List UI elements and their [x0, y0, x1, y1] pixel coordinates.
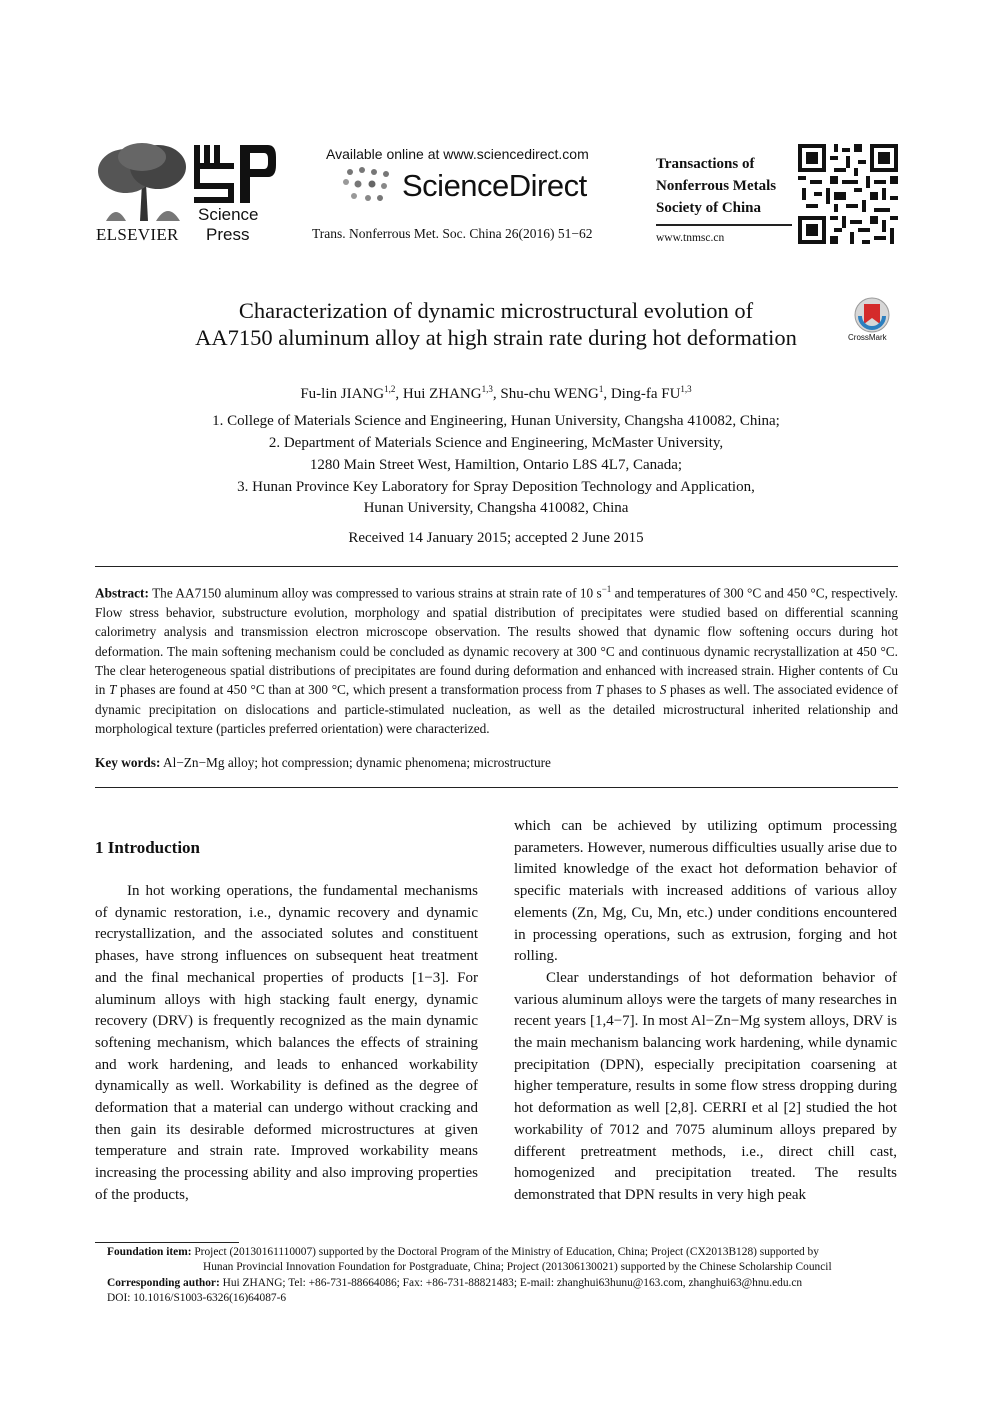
- available-online-text: Available online at www.sciencedirect.com: [326, 146, 589, 162]
- keywords-text: Al−Zn−Mg alloy; hot compression; dynamic phenomena; microstructure: [162, 755, 551, 770]
- sciencedirect-wordmark: ScienceDirect: [402, 168, 587, 203]
- paragraph: which can be achieved by utilizing optimum processing parameters. However, numerous difficulties usually arise due to limited knowledge of the exact hot deformation behavior of specific materials with increased additions of various alloy elements (Zn, Mg, Cu, Mn, etc.) under conditions encountered in processing operations, such as extrusion, forging and hot rolling.: [514, 818, 897, 965]
- elsevier-wordmark: ELSEVIER: [96, 225, 179, 244]
- author: Shu-chu WENG$^1$,: [500, 384, 611, 402]
- author: Fu-lin JIANG$^{1,2}$,: [300, 384, 403, 402]
- science-press-line1: Science: [198, 205, 259, 224]
- sciencedirect-dots-icon: [340, 166, 396, 206]
- sciencedirect-logo: [340, 164, 610, 208]
- crossmark-label: CrossMark: [848, 333, 887, 342]
- keywords-label: Key words:: [95, 755, 161, 770]
- journal-title-line: Nonferrous Metals: [656, 178, 777, 194]
- article-title-line-2: AA7150 aluminum alloy at high strain rate during hot deformation: [195, 325, 797, 350]
- author: Ding-fa FU$^{1,3}$: [610, 384, 692, 402]
- paragraph: In hot working operations, the fundamental mechanisms of dynamic restoration, i.e., dynamic recovery and dynamic recrystallization, and the associated solutes and constituent phases, have strong influences on subsequent heat treatment and the final mechanical properties of products [1−3]. For aluminum alloys with high stacking fault energy, dynamic recovery (DRV) is frequently recognized as the main dynamic softening mechanism, which balances the effects of straining and work hardening, and leads to enhanced workability dynamically as well. Workability is defined as the degree of deformation that a material can undergo without cracking and then gain its desirable deformed microstructures at given temperature and strain rate. Improved workability means increasing the processing ability and also improving properties of the products,: [95, 883, 478, 1203]
- qr-code-icon: [798, 144, 898, 244]
- journal-title: [656, 153, 776, 219]
- crossmark-badge[interactable]: [846, 296, 896, 344]
- affiliation-line-4: 3. Hunan Province Key Laboratory for Spray Deposition Technology and Application,: [237, 479, 755, 495]
- paragraph: Clear understandings of hot deformation behavior of various aluminum alloys were the targets of many researches in recent years [1,4−7]. In most Al−Zn−Mg system alloys, DRV is the main mechanism balancing work hardening, while dynamic precipitation (DPN), especially precipitation coarsening at higher temperature, results in some flow stress dropping during hot deformation as well [2,8]. CERRI et al [2] studied the hot workability of 7012 and 7075 aluminum alloys prepared by different pretreatment methods, i.e., direct chill cast, homogenized and precipitation treated. The results demonstrated that DPN results in very high peak: [514, 969, 897, 1203]
- section-heading: 1 Introduction: [95, 838, 201, 857]
- affiliation-line-5: Hunan University, Changsha 410082, China: [363, 500, 629, 516]
- abstract: Abstract: The AA7150 aluminum alloy was compressed to various strains at strain rate of 10 $s^{-1}$ and temperatures of 300 °C and 450 °C, respectively. Flow stress behavior, substructure evolution, morphology and spatial distribution of precipitates were studied based on differential scanning calorimetry analysis and transmission electron microscope observation. The results showed that dynamic flow softening occurs during hot deformation. The main softening mechanism could be concluded as dynamic recovery at 300 °C and continuous dynamic recrystallization at 450 °C. The clear heterogeneous spatial distributions of precipitates are found during deformation and enhanced with increased strain. Higher contents of Cu in T phases are found at 450 °C than at 300 °C, which present a transformation process from T phases to S phases as well. The associated evidence of dynamic precipitation on dislocations and particle-stimulated nucleation, as well as the detailed microstructural inherited relationship and morphological texture (particles preferred orientation) were characterized.: [95, 584, 899, 737]
- author: Hui ZHANG$^{1,3}$,: [402, 384, 501, 402]
- right-column: [514, 816, 897, 1207]
- affiliation-line-3: 1280 Main Street West, Hamiltion, Ontario L8S 4L7, Canada;: [309, 457, 683, 473]
- keywords: [95, 755, 898, 771]
- left-column: [95, 881, 478, 1207]
- author-list: [0, 378, 992, 405]
- science-press-mark-icon: [190, 143, 278, 205]
- foundation-item-continued: Hunan Provincial Innovation Foundation for Postgraduate, China; Project (201306130021) supported by the Chinese Scholarship Council: [203, 1261, 832, 1274]
- affiliation-line-1: 1. College of Materials Science and Engineering, Hunan University, Changsha 410082, China;: [212, 413, 780, 429]
- elsevier-logo: [96, 143, 188, 243]
- journal-reference: Trans. Nonferrous Met. Soc. China 26(2016) 51−62: [312, 226, 593, 241]
- journal-title-line: Transactions of: [656, 156, 755, 172]
- journal-title-rule: [656, 224, 792, 226]
- footnotes: [107, 1245, 898, 1306]
- foundation-item: Foundation item: Project (20130161110007) supported by the Doctoral Program of the Ministry of Education, China; Project (CX2013B128) supported by: [107, 1246, 819, 1258]
- divider: [95, 787, 898, 788]
- divider: [95, 566, 898, 567]
- science-press-line2: Press: [206, 225, 250, 244]
- corresponding-author: Corresponding author: Hui ZHANG; Tel: +86-731-88664086; Fax: +86-731-88821483; E-mail: zhanghui63hunu@163.com, zhanghui63@hnu.edu.cn: [107, 1276, 803, 1289]
- affiliation-line-2: 2. Department of Materials Science and Engineering, McMaster University,: [268, 435, 724, 451]
- article-title-line-1: Characterization of dynamic microstructural evolution of: [238, 298, 754, 323]
- abstract-label: Abstract:: [95, 585, 149, 601]
- footnote-rule: [95, 1242, 239, 1243]
- doi[interactable]: DOI: 10.1016/S1003-6326(16)64087-6: [107, 1291, 287, 1304]
- journal-title-line: Society of China: [656, 200, 761, 216]
- crossmark-icon: [852, 296, 892, 334]
- journal-url[interactable]: www.tnmsc.cn: [656, 232, 725, 244]
- science-press-logo: [190, 143, 282, 243]
- received-dates: Received 14 January 2015; accepted 2 June 2015: [348, 530, 644, 546]
